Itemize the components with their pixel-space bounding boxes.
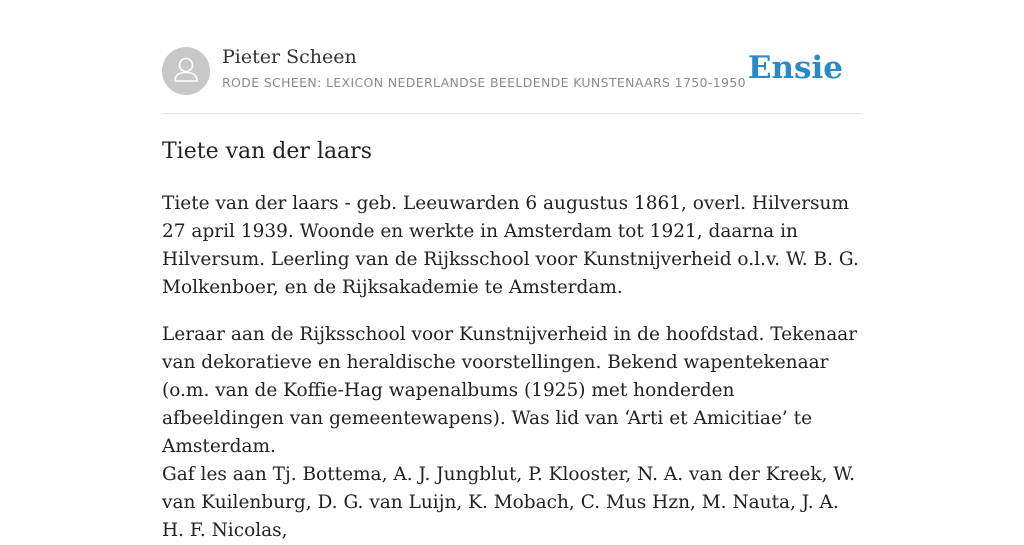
article-title: Tiete van der laars <box>162 139 372 164</box>
article-paragraph-2: Leraar aan de Rijksschool voor Kunstnijverheid in de hoofdstad. Tekenaar van dekoratieve en heraldische voorstellingen. Bekend wapentekenaar (o.m. van de Koffie-Hag wapenalbums (1925) met honderden afbeeldingen van gemeentewapens). Was lid van ‘Arti et Amicitiae’ te Amsterdam. <box>162 324 858 457</box>
source-title[interactable]: RODE SCHEEN: LEXICON NEDERLANDSE BEELDENDE KUNSTENAARS 1750-1950 <box>222 75 746 90</box>
article-header <box>162 0 862 114</box>
article-paragraph-3: Gaf les aan Tj. Bottema, A. J. Jungblut, P. Klooster, N. A. van der Kreek, W. van Kuilenburg, D. G. van Luijn, K. Mobach, C. Mus Hzn, M. Nauta, J. A. H. F. Nicolas, <box>162 464 855 541</box>
ensie-logo[interactable]: Ensie <box>747 50 843 86</box>
page-container <box>162 0 862 541</box>
author-name[interactable]: Pieter Scheen <box>222 46 357 68</box>
user-icon <box>162 47 210 95</box>
article-paragraph-1: Tiete van der laars - geb. Leeuwarden 6 augustus 1861, overl. Hilversum 27 april 1939. Woonde en werkte in Amsterdam tot 1921, daarna in Hilversum. Leerling van de Rijksschool voor Kunstnijverheid o.l.v. W. B. G. Molkenboer, en de Rijksakademie te Amsterdam. <box>162 193 859 298</box>
author-avatar[interactable] <box>162 47 210 95</box>
